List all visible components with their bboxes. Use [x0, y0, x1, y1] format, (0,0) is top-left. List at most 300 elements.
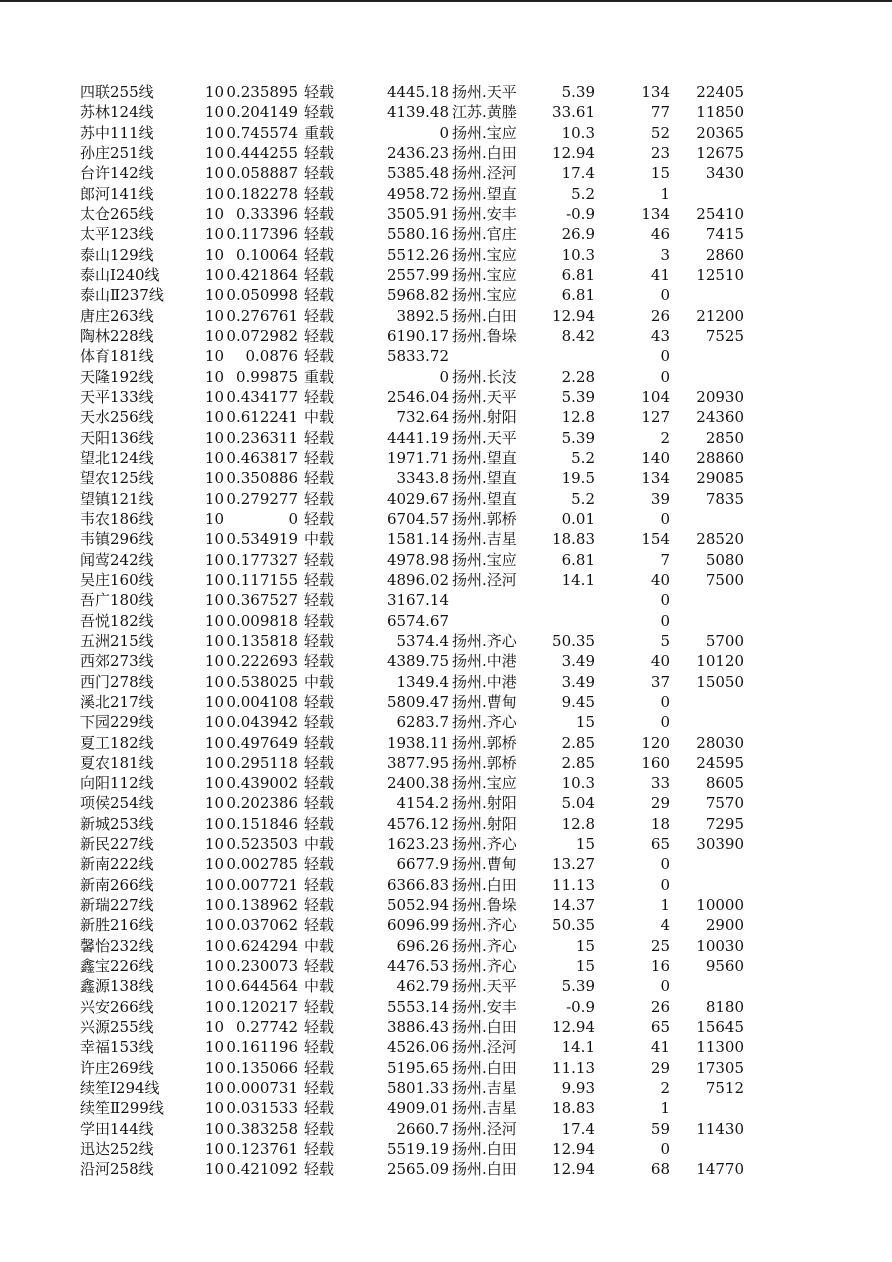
load-status-cell: 中载 — [304, 408, 335, 427]
voltage-cell: 10 — [204, 875, 224, 894]
percentage-cell: 5.39 — [561, 428, 595, 447]
substation-cell: 扬州.吉星 — [452, 1099, 517, 1118]
capacity-cell: 15050 — [696, 672, 744, 691]
remaining-capacity-cell: 4389.75 — [386, 652, 449, 671]
remaining-capacity-cell: 5374.4 — [396, 631, 449, 650]
table-row — [0, 672, 892, 692]
load-status-cell: 轻载 — [304, 733, 335, 752]
voltage-cell: 10 — [204, 225, 224, 244]
percentage-cell: 5.39 — [561, 977, 595, 996]
table-row — [0, 387, 892, 407]
substation-cell: 扬州.安丰 — [452, 204, 517, 223]
load-ratio-cell: 0.295118 — [226, 753, 298, 772]
load-status-cell: 轻载 — [304, 713, 335, 732]
substation-cell: 扬州.宝应 — [452, 265, 517, 284]
voltage-cell: 10 — [204, 245, 224, 264]
count-cell: 140 — [641, 448, 670, 467]
table-row — [0, 204, 892, 224]
percentage-cell: 5.39 — [561, 387, 595, 406]
capacity-cell: 14770 — [696, 1160, 744, 1179]
capacity-cell: 21200 — [696, 306, 744, 325]
table-row — [0, 875, 892, 895]
line-name-cell: 兴源255线 — [80, 1018, 154, 1037]
load-status-cell: 中载 — [304, 530, 335, 549]
load-status-cell: 轻载 — [304, 855, 335, 874]
load-status-cell: 轻载 — [304, 1079, 335, 1098]
capacity-cell: 5080 — [705, 550, 744, 569]
line-name-cell: 西门278线 — [80, 672, 154, 691]
line-name-cell: 鑫源138线 — [80, 977, 154, 996]
substation-cell: 扬州.白田 — [452, 143, 517, 162]
count-cell: 4 — [660, 916, 670, 935]
substation-cell: 扬州.天平 — [452, 387, 517, 406]
count-cell: 134 — [641, 204, 670, 223]
load-ratio-cell: 0.123761 — [226, 1140, 298, 1159]
load-ratio-cell: 0.031533 — [226, 1099, 298, 1118]
load-status-cell: 重载 — [304, 367, 335, 386]
line-name-cell: 向阳112线 — [80, 774, 154, 793]
load-ratio-cell: 0.177327 — [226, 550, 298, 569]
count-cell: 0 — [660, 509, 670, 528]
table-row — [0, 1159, 892, 1179]
capacity-cell: 29085 — [696, 469, 744, 488]
substation-cell: 扬州.长汥 — [452, 367, 517, 386]
remaining-capacity-cell: 5195.65 — [386, 1058, 449, 1077]
remaining-capacity-cell: 4154.2 — [396, 794, 449, 813]
table-row — [0, 285, 892, 305]
line-name-cell: 泰山Ⅱ237线 — [80, 286, 164, 305]
capacity-cell: 2860 — [705, 245, 744, 264]
substation-cell: 扬州.齐心 — [452, 916, 517, 935]
remaining-capacity-cell: 1623.23 — [386, 835, 449, 854]
capacity-cell: 7415 — [705, 225, 744, 244]
percentage-cell: 6.81 — [561, 550, 595, 569]
count-cell: 0 — [660, 347, 670, 366]
table-row — [0, 936, 892, 956]
count-cell: 134 — [641, 83, 670, 101]
load-ratio-cell: 0.222693 — [226, 652, 298, 671]
remaining-capacity-cell: 5833.72 — [386, 347, 449, 366]
load-ratio-cell: 0.0876 — [245, 347, 298, 366]
remaining-capacity-cell: 462.79 — [396, 977, 449, 996]
voltage-cell: 10 — [204, 367, 224, 386]
capacity-cell: 10030 — [696, 936, 744, 955]
line-name-cell: 吾悦182线 — [80, 611, 154, 630]
remaining-capacity-cell: 4909.01 — [386, 1099, 449, 1118]
voltage-cell: 10 — [204, 509, 224, 528]
capacity-cell: 20365 — [696, 123, 744, 142]
table-row — [0, 489, 892, 509]
substation-cell: 扬州.望直 — [452, 184, 517, 203]
load-status-cell: 轻载 — [304, 387, 335, 406]
percentage-cell: 11.13 — [552, 875, 595, 894]
line-name-cell: 下园229线 — [80, 713, 154, 732]
load-status-cell: 轻载 — [304, 1038, 335, 1057]
percentage-cell: 15 — [575, 936, 595, 955]
percentage-cell: 12.8 — [561, 408, 595, 427]
count-cell: 120 — [641, 733, 670, 752]
count-cell: 33 — [650, 774, 670, 793]
substation-cell: 扬州.鲁垛 — [452, 896, 517, 915]
table-row — [0, 529, 892, 549]
load-status-cell: 轻载 — [304, 570, 335, 589]
capacity-cell: 12510 — [696, 265, 744, 284]
remaining-capacity-cell: 5553.14 — [386, 997, 449, 1016]
remaining-capacity-cell: 6096.99 — [386, 916, 449, 935]
table-row — [0, 1119, 892, 1139]
table-row — [0, 550, 892, 570]
remaining-capacity-cell: 4441.19 — [386, 428, 449, 447]
percentage-cell: 0.01 — [561, 509, 595, 528]
load-status-cell: 中载 — [304, 835, 335, 854]
voltage-cell: 10 — [204, 265, 224, 284]
table-row — [0, 976, 892, 996]
substation-cell: 扬州.曹甸 — [452, 855, 517, 874]
voltage-cell: 10 — [204, 835, 224, 854]
voltage-cell: 10 — [204, 143, 224, 162]
count-cell: 0 — [660, 611, 670, 630]
load-status-cell: 轻载 — [304, 489, 335, 508]
table-row — [0, 509, 892, 529]
load-ratio-cell: 0 — [288, 509, 298, 528]
load-status-cell: 轻载 — [304, 814, 335, 833]
line-name-cell: 闻莺242线 — [80, 550, 154, 569]
line-name-cell: 吾广180线 — [80, 591, 154, 610]
load-ratio-cell: 0.135066 — [226, 1058, 298, 1077]
substation-cell: 扬州.泾河 — [452, 570, 517, 589]
percentage-cell: 11.13 — [552, 1058, 595, 1077]
table-row — [0, 570, 892, 590]
table-row — [0, 82, 892, 102]
table-row — [0, 651, 892, 671]
load-status-cell: 轻载 — [304, 204, 335, 223]
load-status-cell: 轻载 — [304, 1099, 335, 1118]
remaining-capacity-cell: 4029.67 — [386, 489, 449, 508]
load-ratio-cell: 0.421092 — [226, 1160, 298, 1179]
line-name-cell: 西郊273线 — [80, 652, 154, 671]
voltage-cell: 10 — [204, 1119, 224, 1138]
remaining-capacity-cell: 0 — [439, 123, 449, 142]
remaining-capacity-cell: 4978.98 — [386, 550, 449, 569]
load-status-cell: 中载 — [304, 672, 335, 691]
table-row — [0, 1058, 892, 1078]
capacity-cell: 20930 — [696, 387, 744, 406]
capacity-cell: 7835 — [705, 489, 744, 508]
load-ratio-cell: 0.624294 — [226, 936, 298, 955]
load-ratio-cell: 0.007721 — [226, 875, 298, 894]
substation-cell: 扬州.天平 — [452, 83, 517, 101]
load-ratio-cell: 0.27742 — [235, 1018, 298, 1037]
substation-cell: 江苏.黄塍 — [452, 103, 517, 122]
capacity-cell: 17305 — [696, 1058, 744, 1077]
load-status-cell: 轻载 — [304, 164, 335, 183]
capacity-cell: 7512 — [705, 1079, 744, 1098]
substation-cell: 扬州.齐心 — [452, 936, 517, 955]
load-status-cell: 轻载 — [304, 550, 335, 569]
table-row — [0, 1098, 892, 1118]
load-ratio-cell: 0.279277 — [226, 489, 298, 508]
substation-cell: 扬州.望直 — [452, 489, 517, 508]
load-status-cell: 轻载 — [304, 306, 335, 325]
line-name-cell: 郎河141线 — [80, 184, 154, 203]
voltage-cell: 10 — [204, 896, 224, 915]
line-name-cell: 新民227线 — [80, 835, 154, 854]
load-status-cell: 轻载 — [304, 753, 335, 772]
voltage-cell: 10 — [204, 103, 224, 122]
table-row — [0, 1037, 892, 1057]
count-cell: 104 — [641, 387, 670, 406]
percentage-cell: 17.4 — [561, 164, 595, 183]
count-cell: 40 — [650, 570, 670, 589]
line-name-cell: 吴庄160线 — [80, 570, 154, 589]
voltage-cell: 10 — [204, 1160, 224, 1179]
voltage-cell: 10 — [204, 692, 224, 711]
count-cell: 18 — [650, 814, 670, 833]
remaining-capacity-cell: 6190.17 — [386, 326, 449, 345]
capacity-cell: 7570 — [705, 794, 744, 813]
load-ratio-cell: 0.383258 — [226, 1119, 298, 1138]
table-row — [0, 854, 892, 874]
line-name-cell: 新南222线 — [80, 855, 154, 874]
load-ratio-cell: 0.367527 — [226, 591, 298, 610]
voltage-cell: 10 — [204, 469, 224, 488]
percentage-cell: 33.61 — [552, 103, 595, 122]
percentage-cell: 18.83 — [552, 1099, 595, 1118]
substation-cell: 扬州.白田 — [452, 875, 517, 894]
count-cell: 40 — [650, 652, 670, 671]
count-cell: 68 — [650, 1160, 670, 1179]
percentage-cell: 6.81 — [561, 265, 595, 284]
substation-cell: 扬州.官庄 — [452, 225, 517, 244]
voltage-cell: 10 — [204, 347, 224, 366]
voltage-cell: 10 — [204, 306, 224, 325]
capacity-cell: 22405 — [696, 83, 744, 101]
load-status-cell: 轻载 — [304, 875, 335, 894]
voltage-cell: 10 — [204, 550, 224, 569]
remaining-capacity-cell: 4476.53 — [386, 957, 449, 976]
substation-cell: 扬州.齐心 — [452, 957, 517, 976]
line-name-cell: 天平133线 — [80, 387, 154, 406]
line-name-cell: 太平123线 — [80, 225, 154, 244]
line-name-cell: 孙庄251线 — [80, 143, 154, 162]
percentage-cell: 2.85 — [561, 753, 595, 772]
count-cell: 0 — [660, 367, 670, 386]
count-cell: 160 — [641, 753, 670, 772]
voltage-cell: 10 — [204, 977, 224, 996]
substation-cell: 扬州.望直 — [452, 469, 517, 488]
substation-cell: 扬州.郭桥 — [452, 733, 517, 752]
percentage-cell: 12.94 — [552, 143, 595, 162]
line-name-cell: 苏中111线 — [80, 123, 154, 142]
remaining-capacity-cell: 5801.33 — [386, 1079, 449, 1098]
percentage-cell: 15 — [575, 713, 595, 732]
capacity-cell: 8180 — [705, 997, 744, 1016]
table-row — [0, 590, 892, 610]
voltage-cell: 10 — [204, 733, 224, 752]
voltage-cell: 10 — [204, 774, 224, 793]
load-ratio-cell: 0.151846 — [226, 814, 298, 833]
table-row — [0, 224, 892, 244]
voltage-cell: 10 — [204, 204, 224, 223]
percentage-cell: 13.27 — [552, 855, 595, 874]
load-ratio-cell: 0.497649 — [226, 733, 298, 752]
count-cell: 25 — [650, 936, 670, 955]
line-name-cell: 五洲215线 — [80, 631, 154, 650]
line-name-cell: 项侯254线 — [80, 794, 154, 813]
line-name-cell: 台许142线 — [80, 164, 154, 183]
load-status-cell: 中载 — [304, 936, 335, 955]
table-row — [0, 448, 892, 468]
table-row — [0, 367, 892, 387]
substation-cell: 扬州.吉星 — [452, 530, 517, 549]
table-row — [0, 712, 892, 732]
capacity-cell: 24360 — [696, 408, 744, 427]
remaining-capacity-cell: 6704.57 — [386, 509, 449, 528]
voltage-cell: 10 — [204, 591, 224, 610]
count-cell: 3 — [660, 245, 670, 264]
remaining-capacity-cell: 4958.72 — [386, 184, 449, 203]
voltage-cell: 10 — [204, 814, 224, 833]
substation-cell: 扬州.曹甸 — [452, 692, 517, 711]
table-row — [0, 834, 892, 854]
remaining-capacity-cell: 1938.11 — [386, 733, 449, 752]
substation-cell: 扬州.白田 — [452, 1160, 517, 1179]
voltage-cell: 10 — [204, 1018, 224, 1037]
capacity-cell: 7500 — [705, 570, 744, 589]
count-cell: 0 — [660, 977, 670, 996]
substation-cell: 扬州.望直 — [452, 448, 517, 467]
count-cell: 77 — [650, 103, 670, 122]
table-row — [0, 895, 892, 915]
count-cell: 37 — [650, 672, 670, 691]
percentage-cell: 10.3 — [561, 774, 595, 793]
load-ratio-cell: 0.072982 — [226, 326, 298, 345]
load-ratio-cell: 0.444255 — [226, 143, 298, 162]
load-status-cell: 轻载 — [304, 428, 335, 447]
remaining-capacity-cell: 3877.95 — [386, 753, 449, 772]
line-name-cell: 韦农186线 — [80, 509, 154, 528]
table-row — [0, 1017, 892, 1037]
line-name-cell: 韦镇296线 — [80, 530, 154, 549]
remaining-capacity-cell: 1581.14 — [386, 530, 449, 549]
voltage-cell: 10 — [204, 713, 224, 732]
remaining-capacity-cell: 5385.48 — [386, 164, 449, 183]
count-cell: 41 — [650, 1038, 670, 1057]
voltage-cell: 10 — [204, 428, 224, 447]
percentage-cell: 2.28 — [561, 367, 595, 386]
percentage-cell: 9.45 — [561, 692, 595, 711]
line-name-cell: 太仓265线 — [80, 204, 154, 223]
load-status-cell: 轻载 — [304, 916, 335, 935]
load-ratio-cell: 0.120217 — [226, 997, 298, 1016]
count-cell: 2 — [660, 1079, 670, 1098]
percentage-cell: 2.85 — [561, 733, 595, 752]
substation-cell: 扬州.齐心 — [452, 713, 517, 732]
load-ratio-cell: 0.439002 — [226, 774, 298, 793]
line-name-cell: 新瑞227线 — [80, 896, 154, 915]
percentage-cell: 5.2 — [571, 489, 595, 508]
count-cell: 0 — [660, 286, 670, 305]
percentage-cell: 5.39 — [561, 83, 595, 101]
capacity-cell: 11850 — [696, 103, 744, 122]
remaining-capacity-cell: 4445.18 — [386, 83, 449, 101]
percentage-cell: 5.2 — [571, 448, 595, 467]
capacity-cell: 28520 — [696, 530, 744, 549]
table-row — [0, 611, 892, 631]
remaining-capacity-cell: 3892.5 — [396, 306, 449, 325]
table-row — [0, 915, 892, 935]
remaining-capacity-cell: 1971.71 — [386, 448, 449, 467]
count-cell: 1 — [660, 1099, 670, 1118]
count-cell: 7 — [660, 550, 670, 569]
percentage-cell: 12.94 — [552, 1018, 595, 1037]
remaining-capacity-cell: 2400.38 — [386, 774, 449, 793]
count-cell: 0 — [660, 591, 670, 610]
remaining-capacity-cell: 5052.94 — [386, 896, 449, 915]
count-cell: 15 — [650, 164, 670, 183]
capacity-cell: 30390 — [696, 835, 744, 854]
load-ratio-cell: 0.117396 — [226, 225, 298, 244]
percentage-cell: 3.49 — [561, 672, 595, 691]
capacity-cell: 9560 — [705, 957, 744, 976]
substation-cell: 扬州.齐心 — [452, 631, 517, 650]
line-name-cell: 新南266线 — [80, 875, 154, 894]
percentage-cell: 12.94 — [552, 1140, 595, 1159]
load-status-cell: 轻载 — [304, 631, 335, 650]
voltage-cell: 10 — [204, 123, 224, 142]
line-name-cell: 兴安266线 — [80, 997, 154, 1016]
load-status-cell: 轻载 — [304, 652, 335, 671]
voltage-cell: 10 — [204, 794, 224, 813]
substation-cell: 扬州.白田 — [452, 1018, 517, 1037]
voltage-cell: 10 — [204, 997, 224, 1016]
table-row — [0, 163, 892, 183]
voltage-cell: 10 — [204, 1038, 224, 1057]
table-row — [0, 265, 892, 285]
voltage-cell: 10 — [204, 448, 224, 467]
load-ratio-cell: 0.182278 — [226, 184, 298, 203]
load-status-cell: 轻载 — [304, 347, 335, 366]
capacity-cell: 25410 — [696, 204, 744, 223]
voltage-cell: 10 — [204, 611, 224, 630]
remaining-capacity-cell: 1349.4 — [396, 672, 449, 691]
count-cell: 0 — [660, 713, 670, 732]
substation-cell: 扬州.天平 — [452, 977, 517, 996]
load-status-cell: 轻载 — [304, 1160, 335, 1179]
percentage-cell: 12.8 — [561, 814, 595, 833]
load-status-cell: 轻载 — [304, 509, 335, 528]
count-cell: 46 — [650, 225, 670, 244]
load-status-cell: 轻载 — [304, 692, 335, 711]
load-status-cell: 轻载 — [304, 591, 335, 610]
load-ratio-cell: 0.204149 — [226, 103, 298, 122]
line-name-cell: 四联255线 — [80, 83, 154, 101]
remaining-capacity-cell: 696.26 — [396, 936, 449, 955]
table-row — [0, 753, 892, 773]
remaining-capacity-cell: 3886.43 — [386, 1018, 449, 1037]
voltage-cell: 10 — [204, 672, 224, 691]
count-cell: 23 — [650, 143, 670, 162]
load-status-cell: 轻载 — [304, 896, 335, 915]
remaining-capacity-cell: 5968.82 — [386, 286, 449, 305]
remaining-capacity-cell: 6366.83 — [386, 875, 449, 894]
count-cell: 0 — [660, 1140, 670, 1159]
voltage-cell: 10 — [204, 570, 224, 589]
capacity-cell: 7295 — [705, 814, 744, 833]
remaining-capacity-cell: 6677.9 — [396, 855, 449, 874]
load-status-cell: 重载 — [304, 123, 335, 142]
voltage-cell: 10 — [204, 1058, 224, 1077]
